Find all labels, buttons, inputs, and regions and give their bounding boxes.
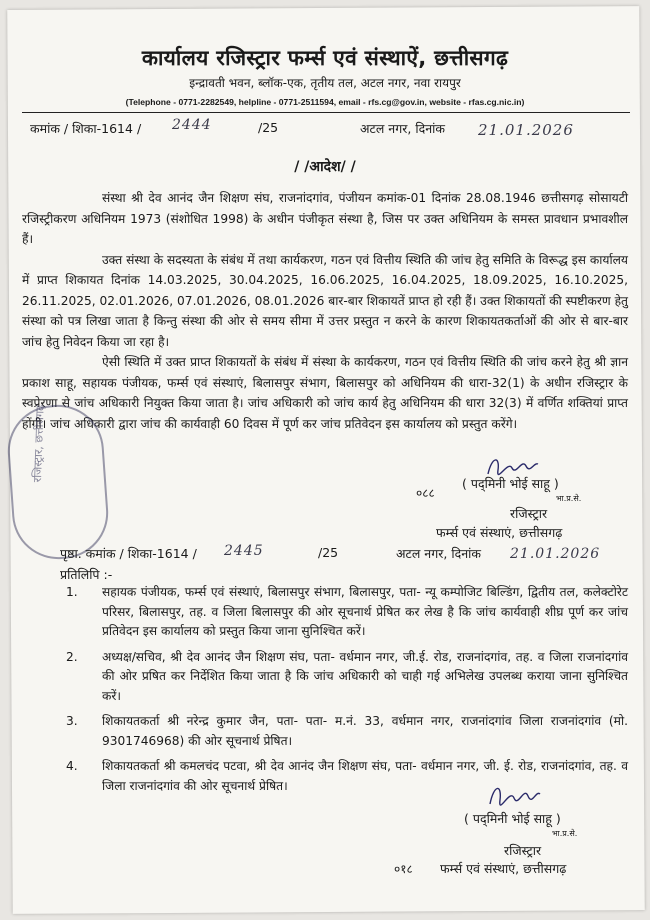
copy-item-number: 1. (66, 585, 78, 599)
endorsement-number: 2445 (224, 543, 264, 559)
copy-item-number: 4. (66, 759, 78, 773)
signature-2-name: ( पद्‌मिनी भोई साहू ) (464, 811, 561, 826)
copy-item (22, 583, 628, 642)
body-paragraph-2: उक्त संस्था के सदस्यता के संबंध में तथा कार्यकरण, गठन एवं वित्तीय स्थिति की जांच हेतु समिति के विरूद्ध इस कार्यालय में प्राप्त शिकायत दिनांक 14.03.2025, 30.04.2025, 16.06.2025, 16.04.2025, 18.09.2025, 16.10.2025, 26.11.2025, 02.01.2026, 07.01.2026, 08.01.2026 बार-बार शिकायतें प्राप्त हो रही हैं। उक्त शिकायतों की स्पष्टीकरण हेतु संस्था को पत्र लिखा जाता है किन्तु संस्था की ओर से समय सीमा में उत्तर प्रस्तुत न करने के कारण शिकायतकर्ताओं की ओर से बार-बार जांच हेतु निवेदन किया जा रहा है। (22, 252, 628, 349)
signature-scribble-2 (484, 780, 544, 812)
copy-item (22, 712, 628, 751)
endorsement-year: /25 (318, 545, 339, 560)
reference-prefix: कमांक / शिका-1614 / (30, 121, 142, 136)
letterhead-divider (22, 112, 630, 113)
copy-item-number: 2. (66, 649, 78, 664)
order-heading: / /आदेश/ / (294, 159, 356, 175)
body-paragraph-3: ऐसी स्थिति में उक्त प्राप्त शिकायतों के संबंध में संस्था के कार्यकरण, गठन एवं वित्तीय स्थिति की जांच करने हेतु श्री ज्ञान प्रकाश साहू, सहायक पंजीयक, फर्म्स एवं संस्थाएं, बिलासपुर संभाग, बिलासपुर को अधिनियम की धारा-32(1) के अधीन रजिस्ट्रार के स्वप्रेरणा से जांच अधिकारी नियुक्त किया जाता है। जांच अधिकारी को जांच कार्य हेतु अधिनियम की धारा 32(3) में वर्णित शक्तियां प्राप्त होंगी। जांच अधिकारी द्वारा जांच की कार्यवाही 60 दिवस में पूर्ण कर जांच प्रतिवेदन इस कार्यालय को प्रस्तुत करेंगे। (22, 355, 628, 431)
office-seal (5, 402, 112, 562)
signature-1-marginal: ०८८ (416, 486, 435, 500)
copy-list (22, 583, 628, 802)
signature-2-office: फर्म्स एवं संस्थाएं, छत्तीसगढ़ (440, 861, 567, 876)
signature-2-designation: रजिस्ट्रार (504, 843, 542, 858)
order-body (22, 188, 628, 434)
endorsement-place-date: अटल नगर, दिनांक (396, 546, 481, 561)
copy-item-text: शिकायतकर्ता श्री नरेन्द्र कुमार जैन, पता- पता- म.नं. 33, वर्धमान नगर, राजनांदगांव जिला राजनांदगांव (मो. 9301746968) की ओर सूचनार्थ प्रेषित। (102, 714, 628, 748)
copy-label: प्रतिलिपि :- (60, 567, 113, 582)
body-paragraph-1: संस्था श्री देव आनंद जैन शिक्षण संघ, राजनांदगांव, पंजीयन कमांक-01 दिनांक 28.08.1946 छत्तीसगढ़ सोसायटी रजिस्ट्रीकरण अधिनियम 1973 (संशोधित 1998) के अधीन पंजीकृत संस्था है, जिस पर उक्त अधिनियम के समस्त प्रावधान प्रभावशील हैं। (22, 191, 628, 246)
signature-2-marginal: ०१८ (394, 862, 413, 876)
copy-item-number: 3. (66, 714, 78, 728)
signature-1-office: फर्म्स एवं संस्थाएं, छत्तीसगढ़ (436, 525, 563, 540)
signature-2-initials: भा.प्र.से. (552, 829, 578, 838)
signature-1-name: ( पद्‌मिनी भोई साहू ) (462, 476, 559, 491)
copy-item-text: सहायक पंजीयक, फर्म्स एवं संस्थाएं, बिलासपुर संभाग, बिलासपुर, पता- न्यू कम्पोजिट बिल्डिंग, द्वितीय तल, कलेक्टोरेट परिसर, बिलासपुर, तह. व जिला बिलासपुर की ओर सूचनार्थ प्रेषित कर लेख है कि जांच कार्यवाही शीघ्र पूर्ण कर जांच प्रतिवेदन इस कार्यालय को प्रस्तुत किया जाना सुनिश्चित करें। (102, 585, 628, 638)
office-seal-text: रजिस्ट्रार, छत्तीसगढ़ (30, 404, 47, 483)
office-title: कार्यालय रजिस्ट्रार फर्म्स एवं संस्थाऐं, छत्तीसगढ़ (141, 46, 509, 70)
endorsement-prefix: पृष्ठा. कमांक / शिका-1614 / (60, 546, 197, 561)
reference-place-date: अटल नगर, दिनांक (360, 121, 445, 136)
reference-year: /25 (258, 120, 279, 135)
copy-item (22, 648, 628, 707)
office-contact: (Telephone - 0771-2282549, helpline - 0771-2511594, email - rfs.cg@gov.in, website - rfas.cg.nic.in) (125, 97, 525, 107)
signature-1-initials: भा.प्र.से. (556, 494, 582, 503)
endorsement-date: 21.01.2026 (510, 546, 601, 562)
copy-item-text: अध्यक्ष/सचिव, श्री देव आनंद जैन शिक्षण संघ, पता- वर्धमान नगर, जी.ई. रोड, राजनांदगांव, तह. व जिला राजनांदगांव की ओर प्रषित कर निर्देशित किया जाता है कि जांच अधिकारी को चाही गई अभिलेख उपलब्ध कराया जाना सुनिश्चित करें। (102, 649, 628, 703)
office-address: इन्द्रावती भवन, ब्लॉक-एक, तृतीय तल, अटल नगर, नवा रायपुर (189, 76, 461, 90)
reference-date: 21.01.2026 (478, 121, 574, 139)
copy-item-text: शिकायतकर्ता श्री कमलचंद पटवा, श्री देव आनंद जैन शिक्षण संघ, पता- वर्धमान नगर, जी. ई. रोड, राजनांदगांव, तह. व जिला राजनांदगांव की ओर सूचनार्थ प्रेषित। (102, 759, 628, 793)
signature-1-designation: रजिस्ट्रार (510, 506, 548, 521)
reference-number: 2444 (172, 117, 212, 133)
